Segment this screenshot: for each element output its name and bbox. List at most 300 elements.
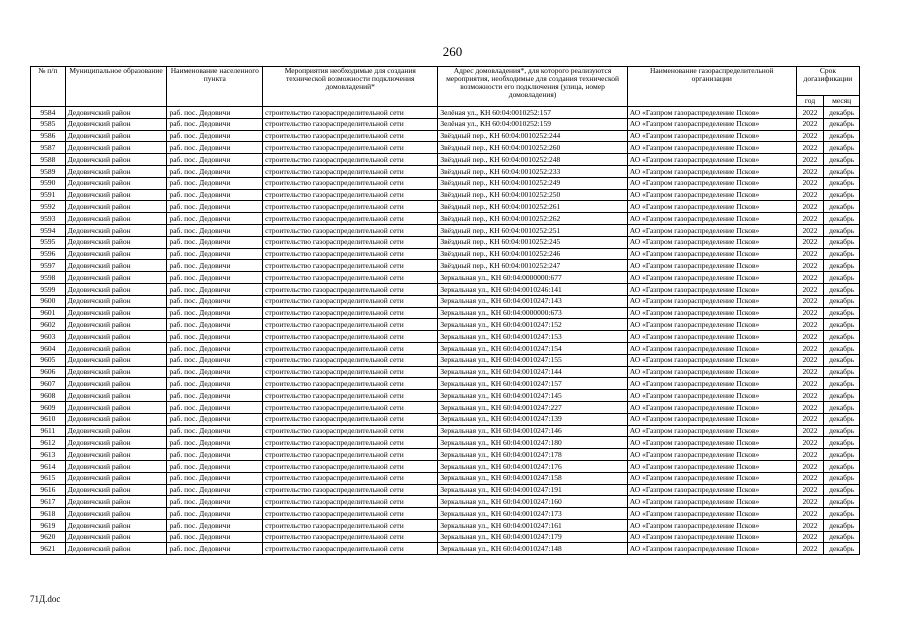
cell-num: 9596 bbox=[31, 248, 66, 260]
cell-settlement: раб. пос. Дедовичи bbox=[167, 319, 263, 331]
cell-organization: АО «Газпром газораспределение Псков» bbox=[627, 378, 796, 390]
cell-settlement: раб. пос. Дедовичи bbox=[167, 484, 263, 496]
cell-month: декабрь bbox=[824, 224, 860, 236]
cell-address: Зелёная ул., КН 60:04:0010252:157 bbox=[438, 107, 627, 119]
cell-measures: строительство газораспределительной сети bbox=[263, 177, 438, 189]
cell-settlement: раб. пос. Дедовичи bbox=[167, 165, 263, 177]
table-body bbox=[31, 107, 860, 555]
cell-year: 2022 bbox=[796, 189, 823, 201]
cell-address: Зеркальная ул., КН 60:04:0010246:141 bbox=[438, 283, 627, 295]
cell-address: Звёздный пер., КН 60:04:0010252:261 bbox=[438, 201, 627, 213]
table-row bbox=[31, 484, 860, 496]
cell-year: 2022 bbox=[796, 224, 823, 236]
cell-year: 2022 bbox=[796, 519, 823, 531]
cell-year: 2022 bbox=[796, 472, 823, 484]
header-municipality: Муниципальное образование bbox=[65, 67, 167, 107]
cell-num: 9602 bbox=[31, 319, 66, 331]
cell-year: 2022 bbox=[796, 177, 823, 189]
cell-num: 9607 bbox=[31, 378, 66, 390]
table-row bbox=[31, 543, 860, 555]
table-row bbox=[31, 531, 860, 543]
table-row bbox=[31, 378, 860, 390]
cell-organization: АО «Газпром газораспределение Псков» bbox=[627, 272, 796, 284]
cell-measures: строительство газораспределительной сети bbox=[263, 319, 438, 331]
table-row bbox=[31, 213, 860, 225]
header-organization: Наименование газораспределительной организации bbox=[627, 67, 796, 107]
table-row bbox=[31, 224, 860, 236]
cell-month: декабрь bbox=[824, 177, 860, 189]
cell-num: 9614 bbox=[31, 460, 66, 472]
table-row bbox=[31, 130, 860, 142]
cell-num: 9600 bbox=[31, 295, 66, 307]
cell-address: Зеркальная ул., КН 60:04:0010247:145 bbox=[438, 390, 627, 402]
cell-municipality: Дедовичский район bbox=[65, 283, 167, 295]
cell-settlement: раб. пос. Дедовичи bbox=[167, 519, 263, 531]
cell-address: Звёздный пер., КН 60:04:0010252:251 bbox=[438, 224, 627, 236]
cell-address: Звёздный пер., КН 60:04:0010252:233 bbox=[438, 165, 627, 177]
cell-measures: строительство газораспределительной сети bbox=[263, 307, 438, 319]
cell-year: 2022 bbox=[796, 531, 823, 543]
cell-address: Звёздный пер., КН 60:04:0010252:260 bbox=[438, 142, 627, 154]
cell-municipality: Дедовичский район bbox=[65, 390, 167, 402]
cell-organization: АО «Газпром газораспределение Псков» bbox=[627, 118, 796, 130]
cell-month: декабрь bbox=[824, 354, 860, 366]
cell-measures: строительство газораспределительной сети bbox=[263, 224, 438, 236]
cell-municipality: Дедовичский район bbox=[65, 142, 167, 154]
cell-year: 2022 bbox=[796, 543, 823, 555]
cell-month: декабрь bbox=[824, 165, 860, 177]
cell-organization: АО «Газпром газораспределение Псков» bbox=[627, 319, 796, 331]
table-row bbox=[31, 437, 860, 449]
cell-year: 2022 bbox=[796, 154, 823, 166]
table-row bbox=[31, 342, 860, 354]
cell-measures: строительство газораспределительной сети bbox=[263, 260, 438, 272]
cell-year: 2022 bbox=[796, 319, 823, 331]
table-row bbox=[31, 425, 860, 437]
cell-municipality: Дедовичский район bbox=[65, 413, 167, 425]
cell-num: 9604 bbox=[31, 342, 66, 354]
cell-municipality: Дедовичский район bbox=[65, 295, 167, 307]
cell-address: Зеркальная ул., КН 60:04:0000000:677 bbox=[438, 272, 627, 284]
header-settlement: Наименование населенного пункта bbox=[167, 67, 263, 107]
cell-address: Зеркальная ул., КН 60:04:0010247:173 bbox=[438, 508, 627, 520]
cell-address: Зеркальная ул., КН 60:04:0010247:144 bbox=[438, 366, 627, 378]
table-row bbox=[31, 201, 860, 213]
cell-measures: строительство газораспределительной сети bbox=[263, 413, 438, 425]
cell-address: Звёздный пер., КН 60:04:0010252:244 bbox=[438, 130, 627, 142]
table-row bbox=[31, 107, 860, 119]
table-row bbox=[31, 390, 860, 402]
cell-month: декабрь bbox=[824, 378, 860, 390]
cell-year: 2022 bbox=[796, 331, 823, 343]
cell-month: декабрь bbox=[824, 142, 860, 154]
cell-year: 2022 bbox=[796, 295, 823, 307]
cell-settlement: раб. пос. Дедовичи bbox=[167, 472, 263, 484]
cell-municipality: Дедовичский район bbox=[65, 107, 167, 119]
table-row bbox=[31, 236, 860, 248]
cell-settlement: раб. пос. Дедовичи bbox=[167, 189, 263, 201]
cell-settlement: раб. пос. Дедовичи bbox=[167, 543, 263, 555]
cell-year: 2022 bbox=[796, 484, 823, 496]
table-row bbox=[31, 449, 860, 461]
cell-address: Зеркальная ул., КН 60:04:0010247:191 bbox=[438, 484, 627, 496]
cell-num: 9610 bbox=[31, 413, 66, 425]
cell-num: 9605 bbox=[31, 354, 66, 366]
cell-month: декабрь bbox=[824, 425, 860, 437]
cell-measures: строительство газораспределительной сети bbox=[263, 460, 438, 472]
cell-address: Зеркальная ул., КН 60:04:0010247:178 bbox=[438, 449, 627, 461]
cell-organization: АО «Газпром газораспределение Псков» bbox=[627, 307, 796, 319]
cell-num: 9606 bbox=[31, 366, 66, 378]
cell-month: декабрь bbox=[824, 260, 860, 272]
cell-municipality: Дедовичский район bbox=[65, 154, 167, 166]
cell-measures: строительство газораспределительной сети bbox=[263, 331, 438, 343]
cell-measures: строительство газораспределительной сети bbox=[263, 543, 438, 555]
cell-organization: АО «Газпром газораспределение Псков» bbox=[627, 508, 796, 520]
cell-year: 2022 bbox=[796, 508, 823, 520]
cell-measures: строительство газораспределительной сети bbox=[263, 130, 438, 142]
cell-year: 2022 bbox=[796, 390, 823, 402]
cell-municipality: Дедовичский район bbox=[65, 425, 167, 437]
cell-measures: строительство газораспределительной сети bbox=[263, 189, 438, 201]
cell-municipality: Дедовичский район bbox=[65, 401, 167, 413]
cell-settlement: раб. пос. Дедовичи bbox=[167, 213, 263, 225]
cell-settlement: раб. пос. Дедовичи bbox=[167, 107, 263, 119]
cell-num: 9597 bbox=[31, 260, 66, 272]
cell-month: декабрь bbox=[824, 437, 860, 449]
cell-settlement: раб. пос. Дедовичи bbox=[167, 413, 263, 425]
cell-year: 2022 bbox=[796, 307, 823, 319]
table-row bbox=[31, 177, 860, 189]
cell-month: декабрь bbox=[824, 107, 860, 119]
cell-month: декабрь bbox=[824, 283, 860, 295]
header-year: год bbox=[796, 96, 823, 107]
cell-num: 9611 bbox=[31, 425, 66, 437]
cell-address: Зеркальная ул., КН 60:04:0010247:148 bbox=[438, 543, 627, 555]
cell-municipality: Дедовичский район bbox=[65, 260, 167, 272]
cell-year: 2022 bbox=[796, 342, 823, 354]
cell-municipality: Дедовичский район bbox=[65, 342, 167, 354]
cell-organization: АО «Газпром газораспределение Псков» bbox=[627, 107, 796, 119]
cell-num: 9587 bbox=[31, 142, 66, 154]
cell-measures: строительство газораспределительной сети bbox=[263, 519, 438, 531]
cell-year: 2022 bbox=[796, 425, 823, 437]
cell-settlement: раб. пос. Дедовичи bbox=[167, 354, 263, 366]
cell-municipality: Дедовичский район bbox=[65, 213, 167, 225]
cell-month: декабрь bbox=[824, 213, 860, 225]
table-row bbox=[31, 413, 860, 425]
cell-organization: АО «Газпром газораспределение Псков» bbox=[627, 413, 796, 425]
cell-num: 9617 bbox=[31, 496, 66, 508]
cell-measures: строительство газораспределительной сети bbox=[263, 272, 438, 284]
cell-settlement: раб. пос. Дедовичи bbox=[167, 118, 263, 130]
cell-organization: АО «Газпром газораспределение Псков» bbox=[627, 165, 796, 177]
cell-month: декабрь bbox=[824, 413, 860, 425]
table-row bbox=[31, 165, 860, 177]
cell-num: 9586 bbox=[31, 130, 66, 142]
table-row bbox=[31, 366, 860, 378]
cell-organization: АО «Газпром газораспределение Псков» bbox=[627, 390, 796, 402]
cell-measures: строительство газораспределительной сети bbox=[263, 449, 438, 461]
cell-organization: АО «Газпром газораспределение Псков» bbox=[627, 401, 796, 413]
cell-month: декабрь bbox=[824, 248, 860, 260]
cell-year: 2022 bbox=[796, 449, 823, 461]
cell-measures: строительство газораспределительной сети bbox=[263, 390, 438, 402]
cell-measures: строительство газораспределительной сети bbox=[263, 236, 438, 248]
cell-month: декабрь bbox=[824, 130, 860, 142]
cell-settlement: раб. пос. Дедовичи bbox=[167, 449, 263, 461]
cell-year: 2022 bbox=[796, 378, 823, 390]
cell-num: 9618 bbox=[31, 508, 66, 520]
cell-organization: АО «Газпром газораспределение Псков» bbox=[627, 472, 796, 484]
cell-month: декабрь bbox=[824, 543, 860, 555]
table-row bbox=[31, 295, 860, 307]
cell-month: декабрь bbox=[824, 319, 860, 331]
cell-settlement: раб. пос. Дедовичи bbox=[167, 177, 263, 189]
cell-address: Звёздный пер., КН 60:04:0010252:248 bbox=[438, 154, 627, 166]
cell-organization: АО «Газпром газораспределение Псков» bbox=[627, 496, 796, 508]
cell-municipality: Дедовичский район bbox=[65, 460, 167, 472]
cell-num: 9603 bbox=[31, 331, 66, 343]
cell-measures: строительство газораспределительной сети bbox=[263, 165, 438, 177]
cell-settlement: раб. пос. Дедовичи bbox=[167, 401, 263, 413]
cell-municipality: Дедовичский район bbox=[65, 484, 167, 496]
cell-organization: АО «Газпром газораспределение Псков» bbox=[627, 283, 796, 295]
cell-organization: АО «Газпром газораспределение Псков» bbox=[627, 260, 796, 272]
table-row bbox=[31, 248, 860, 260]
cell-year: 2022 bbox=[796, 201, 823, 213]
cell-address: Зеркальная ул., КН 60:04:0010247:176 bbox=[438, 460, 627, 472]
cell-num: 9620 bbox=[31, 531, 66, 543]
cell-settlement: раб. пос. Дедовичи bbox=[167, 295, 263, 307]
table-row bbox=[31, 519, 860, 531]
cell-organization: АО «Газпром газораспределение Псков» bbox=[627, 248, 796, 260]
cell-organization: АО «Газпром газораспределение Псков» bbox=[627, 213, 796, 225]
cell-organization: АО «Газпром газораспределение Псков» bbox=[627, 437, 796, 449]
cell-year: 2022 bbox=[796, 366, 823, 378]
cell-address: Зеркальная ул., КН 60:04:0010247:154 bbox=[438, 342, 627, 354]
cell-num: 9593 bbox=[31, 213, 66, 225]
cell-year: 2022 bbox=[796, 283, 823, 295]
cell-settlement: раб. пос. Дедовичи bbox=[167, 283, 263, 295]
cell-year: 2022 bbox=[796, 118, 823, 130]
cell-municipality: Дедовичский район bbox=[65, 165, 167, 177]
cell-measures: строительство газораспределительной сети bbox=[263, 378, 438, 390]
cell-settlement: раб. пос. Дедовичи bbox=[167, 342, 263, 354]
cell-municipality: Дедовичский район bbox=[65, 531, 167, 543]
cell-measures: строительство газораспределительной сети bbox=[263, 354, 438, 366]
cell-month: декабрь bbox=[824, 472, 860, 484]
cell-month: декабрь bbox=[824, 201, 860, 213]
cell-month: декабрь bbox=[824, 331, 860, 343]
cell-address: Зеркальная ул., КН 60:04:0010247:180 bbox=[438, 437, 627, 449]
cell-measures: строительство газораспределительной сети bbox=[263, 295, 438, 307]
cell-num: 9601 bbox=[31, 307, 66, 319]
cell-num: 9608 bbox=[31, 390, 66, 402]
table-row bbox=[31, 142, 860, 154]
cell-measures: строительство газораспределительной сети bbox=[263, 437, 438, 449]
cell-address: Зеркальная ул., КН 60:04:0010247:139 bbox=[438, 413, 627, 425]
cell-organization: АО «Газпром газораспределение Псков» bbox=[627, 484, 796, 496]
cell-year: 2022 bbox=[796, 460, 823, 472]
cell-address: Звёздный пер., КН 60:04:0010252:247 bbox=[438, 260, 627, 272]
cell-municipality: Дедовичский район bbox=[65, 224, 167, 236]
header-address: Адрес домовладения*, для которого реализуются мероприятия, необходимые для создания технической возможности его подключения (улица, номер домовладения) bbox=[438, 67, 627, 107]
cell-settlement: раб. пос. Дедовичи bbox=[167, 224, 263, 236]
cell-organization: АО «Газпром газораспределение Псков» bbox=[627, 342, 796, 354]
cell-settlement: раб. пос. Дедовичи bbox=[167, 496, 263, 508]
cell-num: 9594 bbox=[31, 224, 66, 236]
cell-year: 2022 bbox=[796, 165, 823, 177]
cell-organization: АО «Газпром газораспределение Псков» bbox=[627, 142, 796, 154]
cell-address: Зеркальная ул., КН 60:04:0010247:158 bbox=[438, 472, 627, 484]
cell-month: декабрь bbox=[824, 236, 860, 248]
cell-address: Звёздный пер., КН 60:04:0010252:250 bbox=[438, 189, 627, 201]
cell-organization: АО «Газпром газораспределение Псков» bbox=[627, 449, 796, 461]
cell-measures: строительство газораспределительной сети bbox=[263, 142, 438, 154]
cell-municipality: Дедовичский район bbox=[65, 378, 167, 390]
table-row bbox=[31, 283, 860, 295]
cell-settlement: раб. пос. Дедовичи bbox=[167, 508, 263, 520]
cell-measures: строительство газораспределительной сети bbox=[263, 283, 438, 295]
cell-organization: АО «Газпром газораспределение Псков» bbox=[627, 130, 796, 142]
table-row bbox=[31, 118, 860, 130]
cell-year: 2022 bbox=[796, 413, 823, 425]
cell-month: декабрь bbox=[824, 390, 860, 402]
table-row bbox=[31, 354, 860, 366]
cell-address: Звёздный пер., КН 60:04:0010252:249 bbox=[438, 177, 627, 189]
cell-measures: строительство газораспределительной сети bbox=[263, 472, 438, 484]
cell-year: 2022 bbox=[796, 248, 823, 260]
table-row bbox=[31, 472, 860, 484]
cell-num: 9591 bbox=[31, 189, 66, 201]
cell-settlement: раб. пос. Дедовичи bbox=[167, 307, 263, 319]
cell-municipality: Дедовичский район bbox=[65, 354, 167, 366]
page-number: 260 bbox=[442, 44, 463, 59]
cell-municipality: Дедовичский район bbox=[65, 201, 167, 213]
header-num: № п/п bbox=[31, 67, 66, 107]
cell-organization: АО «Газпром газораспределение Псков» bbox=[627, 177, 796, 189]
cell-measures: строительство газораспределительной сети bbox=[263, 118, 438, 130]
cell-settlement: раб. пос. Дедовичи bbox=[167, 331, 263, 343]
cell-settlement: раб. пос. Дедовичи bbox=[167, 378, 263, 390]
cell-municipality: Дедовичский район bbox=[65, 519, 167, 531]
cell-organization: АО «Газпром газораспределение Псков» bbox=[627, 366, 796, 378]
header-deadline: Срок догазификации bbox=[796, 67, 859, 96]
cell-address: Зеркальная ул., КН 60:04:0010247:146 bbox=[438, 425, 627, 437]
cell-num: 9595 bbox=[31, 236, 66, 248]
cell-address: Зеркальная ул., КН 60:04:0010247:157 bbox=[438, 378, 627, 390]
cell-organization: АО «Газпром газораспределение Псков» bbox=[627, 189, 796, 201]
cell-measures: строительство газораспределительной сети bbox=[263, 508, 438, 520]
cell-num: 9585 bbox=[31, 118, 66, 130]
table-row bbox=[31, 154, 860, 166]
header-measures: Мероприятия необходимые для создания технической возможности подключения домовладений* bbox=[263, 67, 438, 107]
cell-municipality: Дедовичский район bbox=[65, 307, 167, 319]
gasification-table bbox=[30, 66, 860, 555]
cell-address: Зеркальная ул., КН 60:04:0010247:179 bbox=[438, 531, 627, 543]
cell-year: 2022 bbox=[796, 142, 823, 154]
cell-measures: строительство газораспределительной сети bbox=[263, 496, 438, 508]
cell-municipality: Дедовичский район bbox=[65, 543, 167, 555]
cell-organization: АО «Газпром газораспределение Псков» bbox=[627, 460, 796, 472]
cell-settlement: раб. пос. Дедовичи bbox=[167, 366, 263, 378]
table-row bbox=[31, 189, 860, 201]
cell-measures: строительство газораспределительной сети bbox=[263, 201, 438, 213]
cell-year: 2022 bbox=[796, 236, 823, 248]
table-row bbox=[31, 401, 860, 413]
cell-municipality: Дедовичский район bbox=[65, 236, 167, 248]
cell-month: декабрь bbox=[824, 189, 860, 201]
cell-address: Звёздный пер., КН 60:04:0010252:262 bbox=[438, 213, 627, 225]
table-row bbox=[31, 319, 860, 331]
cell-settlement: раб. пос. Дедовичи bbox=[167, 154, 263, 166]
cell-num: 9616 bbox=[31, 484, 66, 496]
cell-measures: строительство газораспределительной сети bbox=[263, 248, 438, 260]
cell-address: Зеркальная ул., КН 60:04:0010247:152 bbox=[438, 319, 627, 331]
cell-settlement: раб. пос. Дедовичи bbox=[167, 425, 263, 437]
cell-organization: АО «Газпром газораспределение Псков» bbox=[627, 531, 796, 543]
cell-year: 2022 bbox=[796, 260, 823, 272]
cell-address: Зеркальная ул., КН 60:04:0010247:161 bbox=[438, 519, 627, 531]
cell-address: Зеркальная ул., КН 60:04:0000000:673 bbox=[438, 307, 627, 319]
cell-settlement: раб. пос. Дедовичи bbox=[167, 142, 263, 154]
cell-address: Зеркальная ул., КН 60:04:0010247:153 bbox=[438, 331, 627, 343]
cell-month: декабрь bbox=[824, 519, 860, 531]
cell-month: декабрь bbox=[824, 496, 860, 508]
cell-measures: строительство газораспределительной сети bbox=[263, 366, 438, 378]
cell-settlement: раб. пос. Дедовичи bbox=[167, 201, 263, 213]
table-row bbox=[31, 272, 860, 284]
cell-municipality: Дедовичский район bbox=[65, 130, 167, 142]
cell-measures: строительство газораспределительной сети bbox=[263, 107, 438, 119]
table-row bbox=[31, 260, 860, 272]
cell-num: 9588 bbox=[31, 154, 66, 166]
cell-municipality: Дедовичский район bbox=[65, 319, 167, 331]
cell-num: 9589 bbox=[31, 165, 66, 177]
cell-address: Зеркальная ул., КН 60:04:0010247:227 bbox=[438, 401, 627, 413]
cell-measures: строительство газораспределительной сети bbox=[263, 342, 438, 354]
cell-settlement: раб. пос. Дедовичи bbox=[167, 130, 263, 142]
cell-address: Зелёная ул., КН 60:04:0010252:159 bbox=[438, 118, 627, 130]
cell-year: 2022 bbox=[796, 272, 823, 284]
cell-municipality: Дедовичский район bbox=[65, 449, 167, 461]
cell-measures: строительство газораспределительной сети bbox=[263, 484, 438, 496]
cell-num: 9592 bbox=[31, 201, 66, 213]
cell-month: декабрь bbox=[824, 118, 860, 130]
cell-municipality: Дедовичский район bbox=[65, 472, 167, 484]
cell-settlement: раб. пос. Дедовичи bbox=[167, 236, 263, 248]
cell-municipality: Дедовичский район bbox=[65, 508, 167, 520]
cell-month: декабрь bbox=[824, 460, 860, 472]
cell-num: 9590 bbox=[31, 177, 66, 189]
cell-num: 9598 bbox=[31, 272, 66, 284]
cell-organization: АО «Газпром газораспределение Псков» bbox=[627, 154, 796, 166]
cell-measures: строительство газораспределительной сети bbox=[263, 531, 438, 543]
cell-year: 2022 bbox=[796, 130, 823, 142]
cell-num: 9615 bbox=[31, 472, 66, 484]
cell-measures: строительство газораспределительной сети bbox=[263, 154, 438, 166]
cell-settlement: раб. пос. Дедовичи bbox=[167, 272, 263, 284]
cell-organization: АО «Газпром газораспределение Псков» bbox=[627, 519, 796, 531]
cell-settlement: раб. пос. Дедовичи bbox=[167, 260, 263, 272]
cell-num: 9599 bbox=[31, 283, 66, 295]
cell-address: Зеркальная ул., КН 60:04:0010247:155 bbox=[438, 354, 627, 366]
cell-organization: АО «Газпром газораспределение Псков» bbox=[627, 295, 796, 307]
cell-measures: строительство газораспределительной сети bbox=[263, 213, 438, 225]
cell-organization: АО «Газпром газораспределение Псков» bbox=[627, 201, 796, 213]
table-row bbox=[31, 496, 860, 508]
